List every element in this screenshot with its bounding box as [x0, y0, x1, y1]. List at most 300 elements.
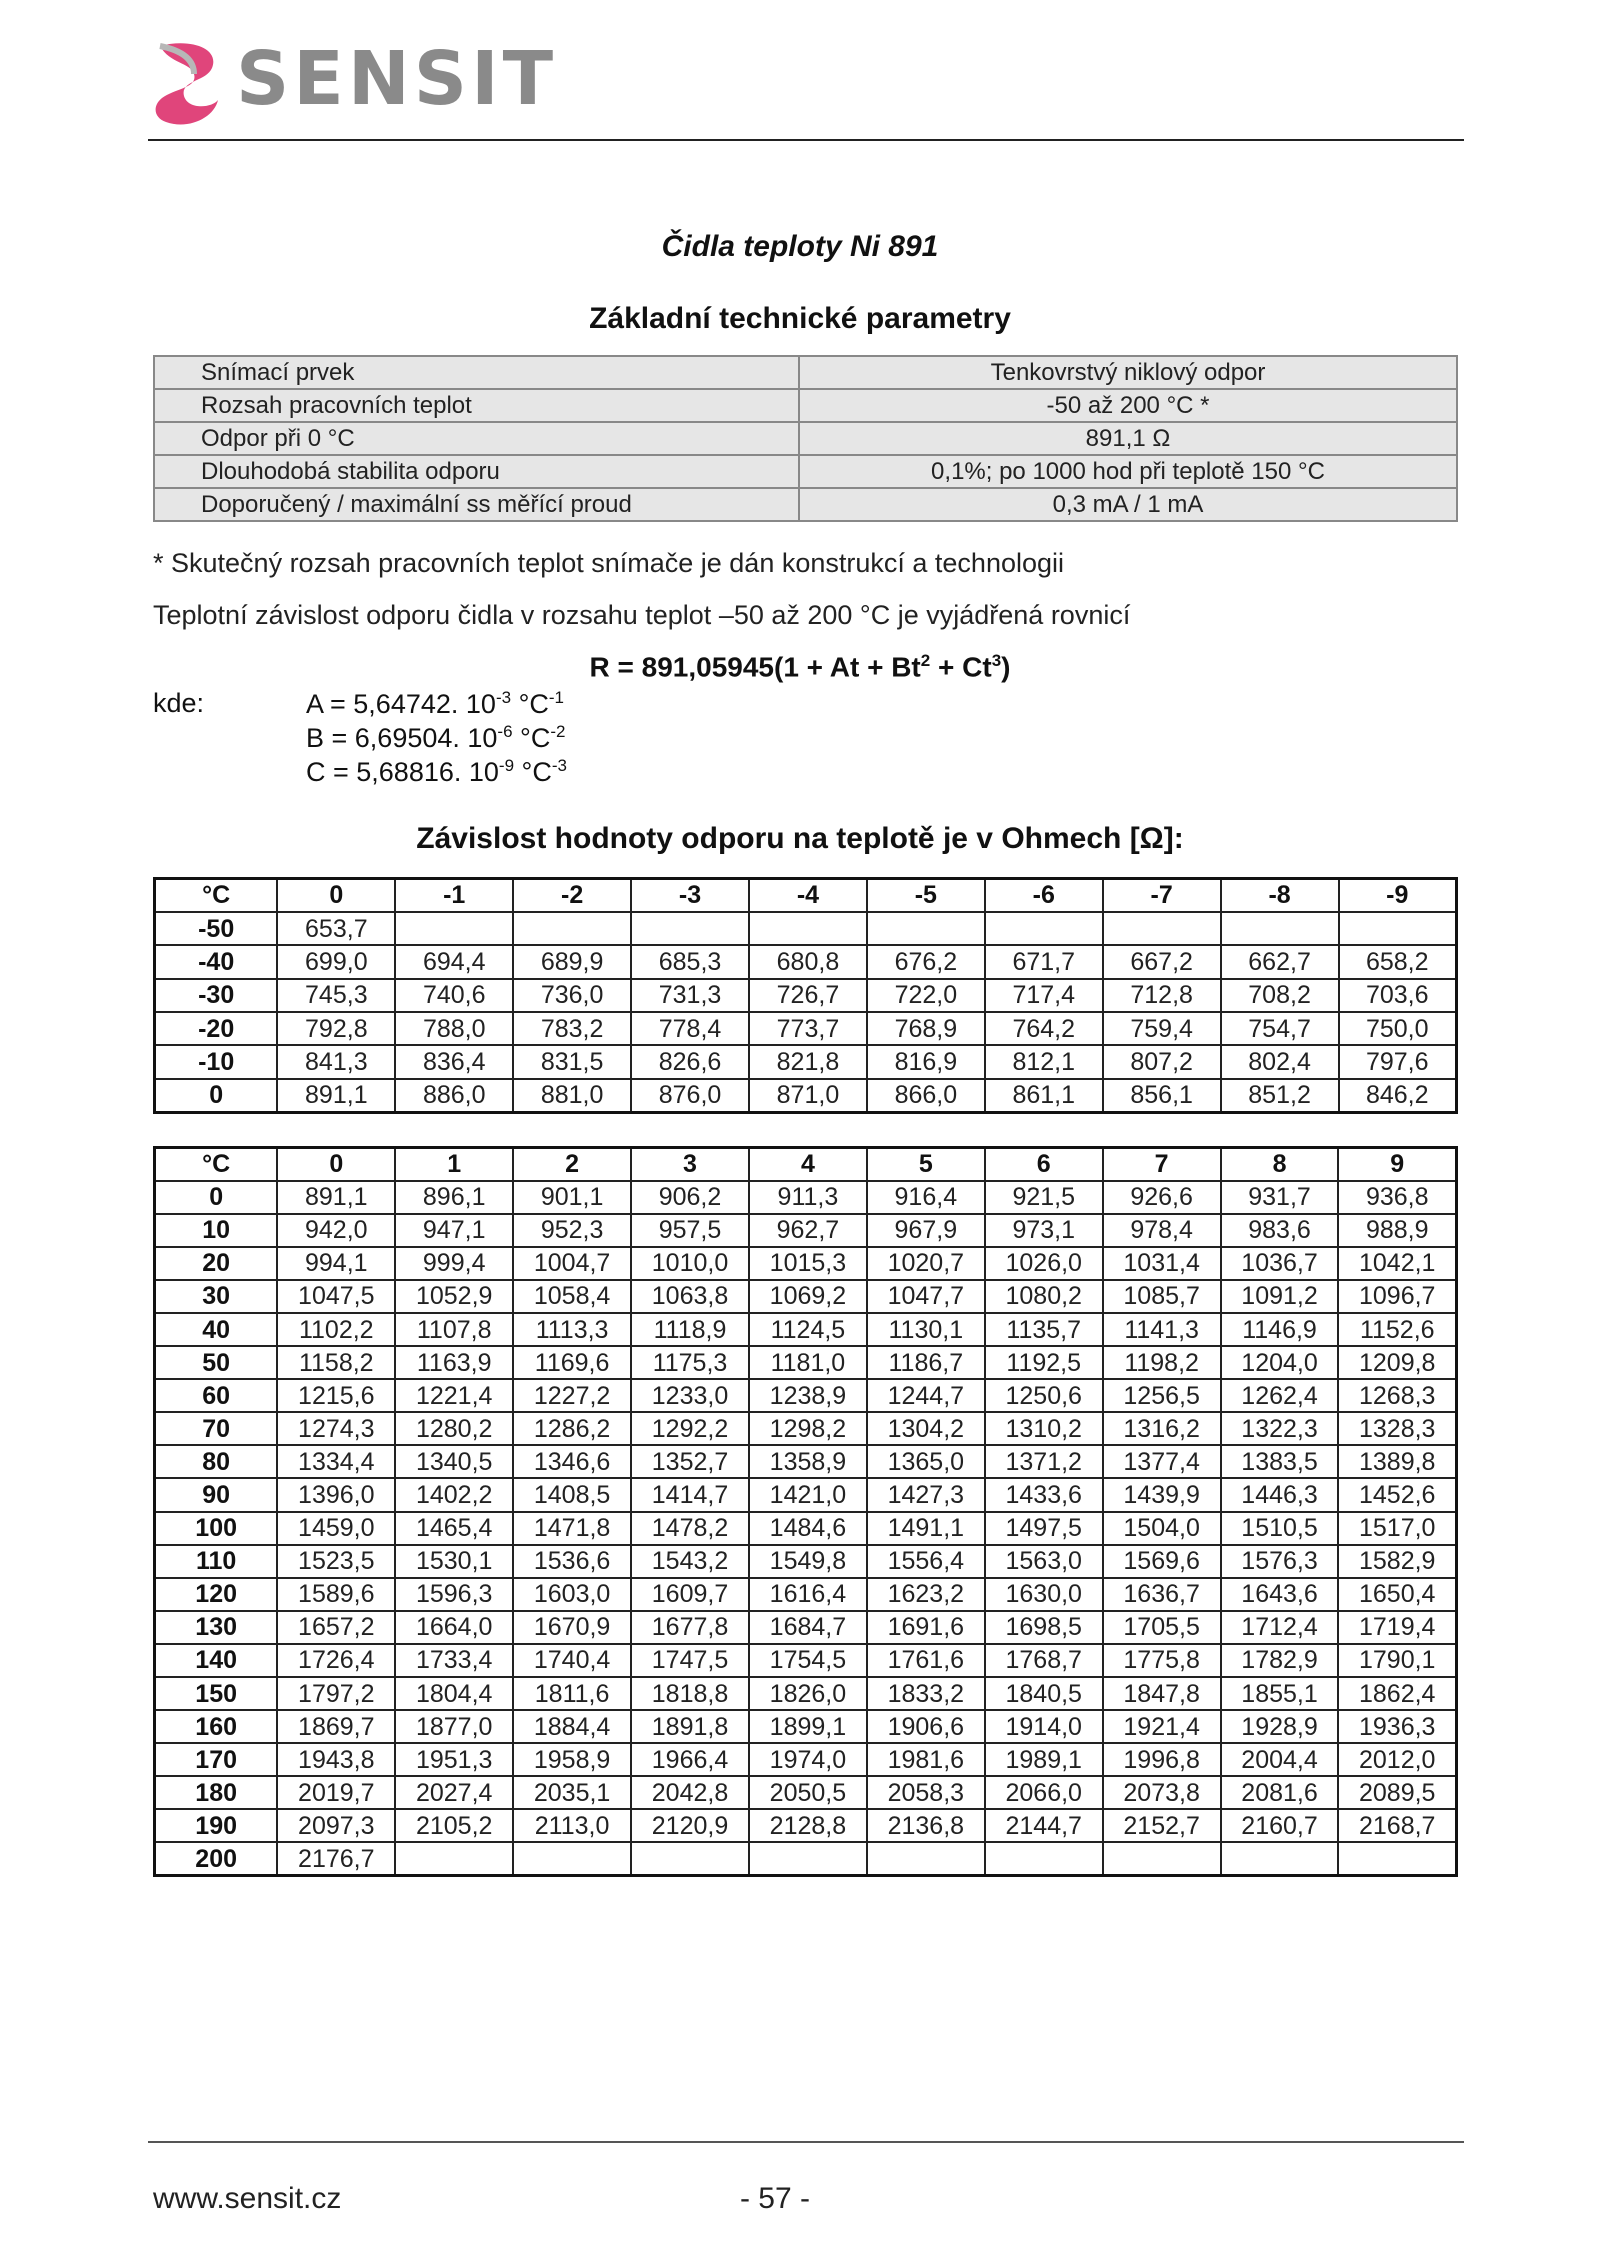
table-cell: 1334,4: [277, 1445, 395, 1478]
table-cell: 1402,2: [395, 1478, 513, 1511]
coef-exp: -6: [497, 722, 513, 741]
table-cell: 1135,7: [985, 1313, 1103, 1346]
table-cell: [631, 1842, 749, 1875]
table-cell: 1069,2: [749, 1280, 867, 1313]
column-header: -4: [749, 879, 867, 912]
table-cell: 1705,5: [1103, 1611, 1221, 1644]
table-cell: [513, 1842, 631, 1875]
table-cell: 1974,0: [749, 1743, 867, 1776]
row-header: 160: [155, 1710, 278, 1743]
table-cell: 1233,0: [631, 1379, 749, 1412]
resistance-formula: [0, 651, 1600, 683]
row-header: 140: [155, 1644, 278, 1677]
table-cell: 788,0: [395, 1012, 513, 1045]
table-cell: 722,0: [867, 979, 985, 1012]
table-cell: 916,4: [867, 1181, 985, 1214]
table-cell: 1775,8: [1103, 1644, 1221, 1677]
table-row: [155, 912, 1457, 945]
column-header: 4: [749, 1148, 867, 1181]
row-header: 50: [155, 1346, 278, 1379]
table-cell: 708,2: [1221, 979, 1339, 1012]
table-cell: 1877,0: [395, 1710, 513, 1743]
table-cell: [395, 1842, 513, 1875]
table-cell: 871,0: [749, 1079, 867, 1112]
table-cell: 1691,6: [867, 1611, 985, 1644]
table-cell: 662,7: [1221, 945, 1339, 978]
table-cell: 1365,0: [867, 1445, 985, 1478]
table-cell: 2113,0: [513, 1809, 631, 1842]
table-cell: [631, 912, 749, 945]
coef-unit-exp: -3: [551, 756, 567, 775]
table-cell: 1439,9: [1103, 1478, 1221, 1511]
table-row: [155, 1578, 1457, 1611]
coef-unit-exp: -2: [550, 722, 566, 741]
table-cell: 1091,2: [1221, 1280, 1339, 1313]
table-cell: 947,1: [395, 1214, 513, 1247]
table-cell: 1677,8: [631, 1611, 749, 1644]
table-cell: 1465,4: [395, 1512, 513, 1545]
table-cell: 1484,6: [749, 1512, 867, 1545]
table-cell: 1747,5: [631, 1644, 749, 1677]
coef-unit: °C: [511, 689, 549, 719]
table-cell: 1726,4: [277, 1644, 395, 1677]
table-cell: 1782,9: [1221, 1644, 1339, 1677]
table-cell: 1623,2: [867, 1578, 985, 1611]
table-row: [155, 1045, 1457, 1078]
table-cell: 1383,5: [1221, 1445, 1339, 1478]
table-cell: 988,9: [1338, 1214, 1456, 1247]
corner-cell: °C: [155, 1148, 278, 1181]
row-header: -20: [155, 1012, 278, 1045]
table-cell: 841,3: [277, 1045, 395, 1078]
table-cell: 957,5: [631, 1214, 749, 1247]
table-cell: 1869,7: [277, 1710, 395, 1743]
table-cell: 994,1: [277, 1247, 395, 1280]
table-cell: 891,1: [277, 1079, 395, 1112]
table-cell: 694,4: [395, 945, 513, 978]
table-cell: 1914,0: [985, 1710, 1103, 1743]
logo-text: SENSIT: [236, 36, 558, 122]
param-value: 0,3 mA / 1 mA: [799, 488, 1457, 521]
column-header: -1: [395, 879, 513, 912]
table-cell: 886,0: [395, 1079, 513, 1112]
table-cell: [985, 1842, 1103, 1875]
table-cell: 1310,2: [985, 1412, 1103, 1445]
table-cell: 1113,3: [513, 1313, 631, 1346]
table-cell: 1227,2: [513, 1379, 631, 1412]
table-cell: 1609,7: [631, 1578, 749, 1611]
table-cell: [1103, 1842, 1221, 1875]
table-cell: 750,0: [1339, 1012, 1457, 1045]
table-cell: 2019,7: [277, 1776, 395, 1809]
table-cell: 826,6: [631, 1045, 749, 1078]
table-cell: 1840,5: [985, 1677, 1103, 1710]
table-cell: 1804,4: [395, 1677, 513, 1710]
table-header-row: [155, 1148, 1457, 1181]
table-cell: 1262,4: [1221, 1379, 1339, 1412]
table-cell: 931,7: [1221, 1181, 1339, 1214]
table-cell: 731,3: [631, 979, 749, 1012]
table-cell: 1192,5: [985, 1346, 1103, 1379]
table-cell: 1754,5: [749, 1644, 867, 1677]
table-cell: 906,2: [631, 1181, 749, 1214]
table-cell: 1630,0: [985, 1578, 1103, 1611]
table-cell: 1569,6: [1103, 1545, 1221, 1578]
row-header: 100: [155, 1512, 278, 1545]
table-cell: 2160,7: [1221, 1809, 1339, 1842]
table-cell: 1943,8: [277, 1743, 395, 1776]
table-cell: 2073,8: [1103, 1776, 1221, 1809]
table-cell: 2081,6: [1221, 1776, 1339, 1809]
table-cell: 1175,3: [631, 1346, 749, 1379]
table-cell: 1936,3: [1338, 1710, 1456, 1743]
table-cell: 2042,8: [631, 1776, 749, 1809]
table-cell: 1510,5: [1221, 1512, 1339, 1545]
table-cell: 1596,3: [395, 1578, 513, 1611]
table-row: [155, 1710, 1457, 1743]
coefficient-a: [306, 688, 564, 720]
row-header: 30: [155, 1280, 278, 1313]
table-cell: 1833,2: [867, 1677, 985, 1710]
table-row: [155, 979, 1457, 1012]
table-cell: 1096,7: [1338, 1280, 1456, 1313]
table-row: [154, 389, 1457, 422]
table-cell: 1740,4: [513, 1644, 631, 1677]
table-cell: 1340,5: [395, 1445, 513, 1478]
section-title: Základní technické parametry: [589, 302, 1011, 335]
table-cell: [1338, 1842, 1456, 1875]
table-cell: 2004,4: [1221, 1743, 1339, 1776]
table-cell: 1322,3: [1221, 1412, 1339, 1445]
table-cell: 1141,3: [1103, 1313, 1221, 1346]
dependency-title: Závislost hodnoty odporu na teplotě je v Ohmech [Ω]:: [416, 822, 1184, 855]
table-cell: 653,7: [277, 912, 395, 945]
column-header: 6: [985, 1148, 1103, 1181]
table-cell: 1328,3: [1338, 1412, 1456, 1445]
param-name: Snímací prvek: [154, 356, 799, 389]
column-header: -6: [985, 879, 1103, 912]
table-cell: 1414,7: [631, 1478, 749, 1511]
table-cell: 1244,7: [867, 1379, 985, 1412]
table-cell: 1906,6: [867, 1710, 985, 1743]
table-cell: 1855,1: [1221, 1677, 1339, 1710]
table-cell: 1966,4: [631, 1743, 749, 1776]
table-cell: 712,8: [1103, 979, 1221, 1012]
table-cell: 1636,7: [1103, 1578, 1221, 1611]
formula-mid: + Ct: [930, 651, 992, 683]
row-header: 0: [155, 1079, 278, 1112]
table-cell: 783,2: [513, 1012, 631, 1045]
table-cell: 901,1: [513, 1181, 631, 1214]
table-cell: 1981,6: [867, 1743, 985, 1776]
column-header: 0: [277, 1148, 395, 1181]
table-cell: 807,2: [1103, 1045, 1221, 1078]
table-cell: 773,7: [749, 1012, 867, 1045]
row-header: 110: [155, 1545, 278, 1578]
table-cell: 2144,7: [985, 1809, 1103, 1842]
coefficient-b: [306, 722, 565, 754]
table-cell: 1298,2: [749, 1412, 867, 1445]
table-cell: [1103, 912, 1221, 945]
table-cell: 1010,0: [631, 1247, 749, 1280]
table-cell: 1582,9: [1338, 1545, 1456, 1578]
table-cell: 2097,3: [277, 1809, 395, 1842]
table-cell: 1684,7: [749, 1611, 867, 1644]
table-cell: 1790,1: [1338, 1644, 1456, 1677]
table-cell: 1958,9: [513, 1743, 631, 1776]
table-cell: 1862,4: [1338, 1677, 1456, 1710]
table-cell: 1719,4: [1338, 1611, 1456, 1644]
resistance-table-positive: [153, 1146, 1458, 1877]
table-cell: 1107,8: [395, 1313, 513, 1346]
table-cell: 1215,6: [277, 1379, 395, 1412]
table-cell: 1491,1: [867, 1512, 985, 1545]
table-cell: 978,4: [1103, 1214, 1221, 1247]
table-cell: 1352,7: [631, 1445, 749, 1478]
table-row: [155, 1611, 1457, 1644]
table-cell: 1657,2: [277, 1611, 395, 1644]
table-row: [155, 1280, 1457, 1313]
table-cell: 1408,5: [513, 1478, 631, 1511]
row-header: 150: [155, 1677, 278, 1710]
sensit-logo: [150, 36, 558, 128]
table-cell: 1209,8: [1338, 1346, 1456, 1379]
table-row: [155, 1379, 1457, 1412]
table-cell: 703,6: [1339, 979, 1457, 1012]
table-cell: 1589,6: [277, 1578, 395, 1611]
coef-exp: -3: [495, 688, 512, 707]
column-header: -7: [1103, 879, 1221, 912]
table-cell: 1274,3: [277, 1412, 395, 1445]
table-cell: [867, 1842, 985, 1875]
table-cell: 983,6: [1221, 1214, 1339, 1247]
table-cell: 1549,8: [749, 1545, 867, 1578]
page-number: - 57 -: [739, 2182, 811, 2215]
row-header: -30: [155, 979, 278, 1012]
coef-exp: -9: [498, 756, 515, 775]
table-cell: 2105,2: [395, 1809, 513, 1842]
table-cell: 1102,2: [277, 1313, 395, 1346]
table-cell: 754,7: [1221, 1012, 1339, 1045]
table-cell: 1433,6: [985, 1478, 1103, 1511]
table-cell: 911,3: [749, 1181, 867, 1214]
param-value: Tenkovrstvý niklový odpor: [799, 356, 1457, 389]
table-row: [154, 488, 1457, 521]
column-header: 5: [867, 1148, 985, 1181]
row-header: -10: [155, 1045, 278, 1078]
param-name: Rozsah pracovních teplot: [154, 389, 799, 422]
column-header: -3: [631, 879, 749, 912]
coef-text: B = 6,69504. 10: [306, 723, 498, 753]
formula-power: 3: [991, 651, 1002, 670]
table-cell: 1346,6: [513, 1445, 631, 1478]
row-header: -50: [155, 912, 278, 945]
table-cell: 1556,4: [867, 1545, 985, 1578]
table-cell: 2027,4: [395, 1776, 513, 1809]
table-cell: 680,8: [749, 945, 867, 978]
table-cell: 1698,5: [985, 1611, 1103, 1644]
table-cell: 967,9: [867, 1214, 985, 1247]
table-row: [154, 356, 1457, 389]
formula-end: ): [1001, 651, 1011, 683]
table-cell: 1052,9: [395, 1280, 513, 1313]
table-cell: 962,7: [749, 1214, 867, 1247]
table-cell: 926,6: [1103, 1181, 1221, 1214]
table-cell: 1058,4: [513, 1280, 631, 1313]
table-cell: 689,9: [513, 945, 631, 978]
header-divider: [148, 139, 1464, 141]
table-cell: 866,0: [867, 1079, 985, 1112]
param-name: Doporučený / maximální ss měřící proud: [154, 488, 799, 521]
table-cell: 1047,5: [277, 1280, 395, 1313]
table-cell: 2066,0: [985, 1776, 1103, 1809]
table-cell: 952,3: [513, 1214, 631, 1247]
table-cell: 1186,7: [867, 1346, 985, 1379]
table-row: [155, 1776, 1457, 1809]
table-cell: 1478,2: [631, 1512, 749, 1545]
table-cell: 1664,0: [395, 1611, 513, 1644]
table-cell: 1163,9: [395, 1346, 513, 1379]
table-cell: 1169,6: [513, 1346, 631, 1379]
table-cell: 1452,6: [1338, 1478, 1456, 1511]
table-row: [155, 1512, 1457, 1545]
table-cell: 896,1: [395, 1181, 513, 1214]
column-header: 0: [277, 879, 395, 912]
param-value: 891,1 Ω: [799, 422, 1457, 455]
table-cell: 2089,5: [1338, 1776, 1456, 1809]
table-cell: 1004,7: [513, 1247, 631, 1280]
table-cell: 717,4: [985, 979, 1103, 1012]
table-cell: 676,2: [867, 945, 985, 978]
table-cell: 831,5: [513, 1045, 631, 1078]
table-cell: 736,0: [513, 979, 631, 1012]
coef-text: C = 5,68816. 10: [306, 757, 499, 787]
table-cell: 1928,9: [1221, 1710, 1339, 1743]
corner-cell: °C: [155, 879, 278, 912]
table-cell: 667,2: [1103, 945, 1221, 978]
table-cell: 1811,6: [513, 1677, 631, 1710]
table-row: [155, 1545, 1457, 1578]
table-cell: 1358,9: [749, 1445, 867, 1478]
table-cell: 2050,5: [749, 1776, 867, 1809]
table-cell: 1152,6: [1338, 1313, 1456, 1346]
table-cell: 1497,5: [985, 1512, 1103, 1545]
table-cell: 759,4: [1103, 1012, 1221, 1045]
table-cell: 1124,5: [749, 1313, 867, 1346]
table-cell: [1221, 1842, 1339, 1875]
table-cell: [513, 912, 631, 945]
table-cell: 1427,3: [867, 1478, 985, 1511]
table-cell: 1891,8: [631, 1710, 749, 1743]
table-cell: 1576,3: [1221, 1545, 1339, 1578]
resistance-table-negative: [153, 877, 1458, 1114]
table-cell: 1286,2: [513, 1412, 631, 1445]
table-cell: 2168,7: [1338, 1809, 1456, 1842]
table-row: [155, 1181, 1457, 1214]
table-cell: 1563,0: [985, 1545, 1103, 1578]
table-cell: 745,3: [277, 979, 395, 1012]
table-cell: [749, 912, 867, 945]
table-cell: 1250,6: [985, 1379, 1103, 1412]
table-cell: 921,5: [985, 1181, 1103, 1214]
table-cell: 1280,2: [395, 1412, 513, 1445]
table-cell: 685,3: [631, 945, 749, 978]
table-cell: 2136,8: [867, 1809, 985, 1842]
table-cell: 1517,0: [1338, 1512, 1456, 1545]
table-cell: 1603,0: [513, 1578, 631, 1611]
table-cell: 1797,2: [277, 1677, 395, 1710]
table-cell: 1530,1: [395, 1545, 513, 1578]
table-cell: 1536,6: [513, 1545, 631, 1578]
table-cell: 1292,2: [631, 1412, 749, 1445]
table-cell: 1085,7: [1103, 1280, 1221, 1313]
table-cell: 1650,4: [1338, 1578, 1456, 1611]
table-row: [155, 1445, 1457, 1478]
param-value: -50 až 200 °C *: [799, 389, 1457, 422]
table-cell: 1884,4: [513, 1710, 631, 1743]
page-title: Čidla teploty Ni 891: [661, 230, 939, 263]
table-cell: 891,1: [277, 1181, 395, 1214]
table-cell: 1256,5: [1103, 1379, 1221, 1412]
table-cell: 792,8: [277, 1012, 395, 1045]
table-cell: 999,4: [395, 1247, 513, 1280]
table-cell: 1036,7: [1221, 1247, 1339, 1280]
table-cell: 812,1: [985, 1045, 1103, 1078]
table-cell: 1377,4: [1103, 1445, 1221, 1478]
table-cell: 1118,9: [631, 1313, 749, 1346]
table-cell: 1063,8: [631, 1280, 749, 1313]
column-header: -5: [867, 879, 985, 912]
table-cell: 802,4: [1221, 1045, 1339, 1078]
table-cell: 1080,2: [985, 1280, 1103, 1313]
table-cell: 1221,4: [395, 1379, 513, 1412]
table-cell: 1818,8: [631, 1677, 749, 1710]
table-cell: 1826,0: [749, 1677, 867, 1710]
table-row: [154, 422, 1457, 455]
table-row: [155, 1012, 1457, 1045]
table-row: [155, 1743, 1457, 1776]
table-cell: 881,0: [513, 1079, 631, 1112]
table-cell: 1847,8: [1103, 1677, 1221, 1710]
table-cell: 2176,7: [277, 1842, 395, 1875]
table-cell: 856,1: [1103, 1079, 1221, 1112]
table-cell: [395, 912, 513, 945]
intro-text: Teplotní závislost odporu čidla v rozsahu teplot –50 až 200 °C je vyjádřená rovnicí: [153, 600, 1131, 630]
table-row: [155, 1809, 1457, 1842]
table-row: [155, 1247, 1457, 1280]
row-header: 70: [155, 1412, 278, 1445]
table-cell: 764,2: [985, 1012, 1103, 1045]
table-cell: 778,4: [631, 1012, 749, 1045]
table-cell: 1204,0: [1221, 1346, 1339, 1379]
footer-divider: [148, 2141, 1464, 2143]
row-header: 120: [155, 1578, 278, 1611]
where-label: kde:: [153, 688, 205, 718]
table-cell: 1951,3: [395, 1743, 513, 1776]
table-cell: 1026,0: [985, 1247, 1103, 1280]
column-header: 3: [631, 1148, 749, 1181]
row-header: 170: [155, 1743, 278, 1776]
param-value: 0,1%; po 1000 hod při teplotě 150 °C: [799, 455, 1457, 488]
table-cell: 942,0: [277, 1214, 395, 1247]
table-cell: 1446,3: [1221, 1478, 1339, 1511]
table-cell: 1761,6: [867, 1644, 985, 1677]
table-cell: 699,0: [277, 945, 395, 978]
row-header: 60: [155, 1379, 278, 1412]
table-cell: 2058,3: [867, 1776, 985, 1809]
coefficient-c: [306, 756, 567, 788]
table-header-row: [155, 879, 1457, 912]
